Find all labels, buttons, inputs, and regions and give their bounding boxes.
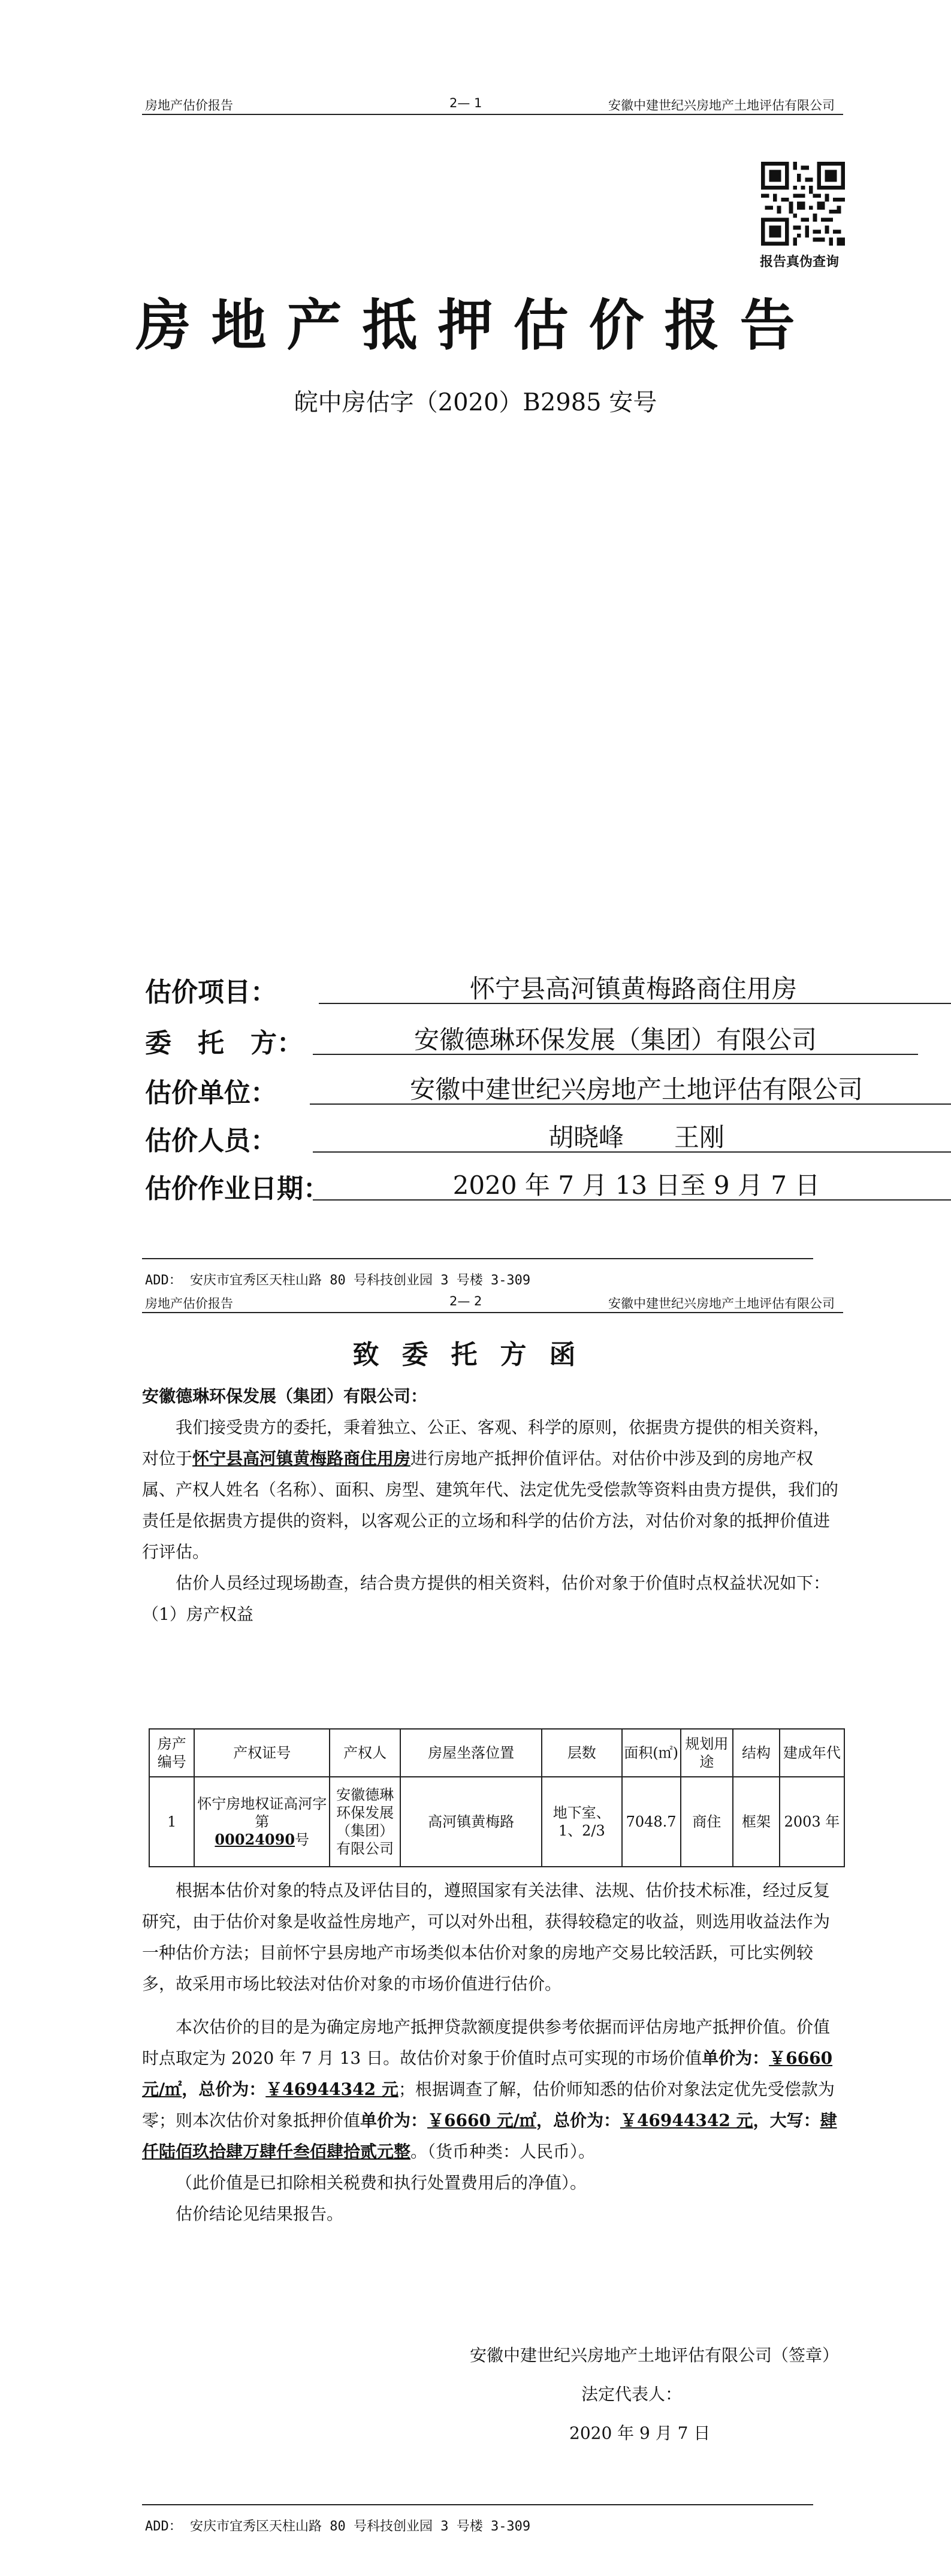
header-page-number: 2— 2 <box>449 1294 482 1308</box>
header-page-number: 2— 1 <box>449 96 482 110</box>
info-label: 估价作业日期： <box>145 1174 330 1204</box>
underline <box>319 1003 951 1004</box>
paragraph-5: （此价值是已扣除相关税费和执行处置费用后的净值）。 <box>176 2173 587 2193</box>
header-right: 安徽中建世纪兴房地产土地评估有限公司 <box>608 98 835 113</box>
th-owner: 产权人 <box>330 1729 400 1777</box>
addressee: 安徽德琳环保发展（集团）有限公司： <box>142 1386 428 1406</box>
footer-rule <box>142 1258 813 1259</box>
th-area: 面积(㎡) <box>622 1729 681 1777</box>
td-location: 高河镇黄梅路 <box>400 1777 542 1867</box>
info-value: 怀宁县高河镇黄梅路商住用房 <box>469 974 797 1003</box>
underline <box>310 1103 951 1105</box>
header-left: 房地产估价报告 <box>145 1296 233 1311</box>
th-use: 规划用途 <box>681 1729 733 1777</box>
info-value: 2020 年 7 月 13 日至 9 月 7 日 <box>452 1171 820 1200</box>
signature-company: 安徽中建世纪兴房地产土地评估有限公司（签章） <box>469 2345 839 2365</box>
td-area: 7048.7 <box>622 1777 681 1867</box>
signature-representative: 法定代表人： <box>581 2384 683 2404</box>
footer-address: ADD： 安庆市宜秀区天柱山路 80 号科技创业园 3 号楼 3-309 <box>145 2519 531 2534</box>
td-year: 2003 年 <box>780 1777 844 1867</box>
table-header-row <box>149 1729 844 1777</box>
paragraph-4: 本次估价的目的是为确定房地产抵押贷款额度提供参考依据而评估房地产抵押价值。价值时点取定为 2020 年 7 月 13 日。故估价对象于价值时点可实现的市场价值单价为：￥6660 元/㎡，总价为：￥46944342 元；根据调查了解，估价师知悉的估价对象法定优先受偿款为零；则本次估价对象抵押价值单价为：￥6660 元/㎡，总价为：￥46944342 元，大写：肆仟陆佰玖拾肆万肆仟叁佰肆拾贰元整。（货币种类：人民币）。 <box>142 2017 837 2161</box>
paragraph-6: 估价结论见结果报告。 <box>176 2204 344 2224</box>
header-left: 房地产估价报告 <box>145 98 233 113</box>
qr-code-icon <box>761 162 845 246</box>
qr-caption: 报告真伪查询 <box>760 255 840 270</box>
paragraph-2: 估价人员经过现场勘查，结合贵方提供的相关资料，估价对象于价值时点权益状况如下： <box>176 1573 831 1593</box>
header-rule <box>142 1312 843 1313</box>
property-rights-table <box>149 1728 845 1867</box>
info-value: 安徽德琳环保发展（集团）有限公司 <box>413 1025 817 1054</box>
info-label: 估价人员： <box>145 1126 277 1156</box>
header-right: 安徽中建世纪兴房地产土地评估有限公司 <box>608 1296 835 1311</box>
th-structure: 结构 <box>733 1729 780 1777</box>
info-label: 委 托 方： <box>145 1028 303 1059</box>
td-cert: 怀宁房地权证高河字第 00024090号 <box>194 1777 329 1867</box>
signature-date: 2020 年 9 月 7 日 <box>569 2423 711 2443</box>
underline <box>313 1054 918 1055</box>
th-location: 房屋坐落位置 <box>400 1729 542 1777</box>
table-caption: （1）房产权益 <box>142 1604 253 1624</box>
footer-rule <box>142 2504 813 2505</box>
letter-body-continued <box>142 1875 843 2230</box>
underline <box>313 1199 951 1201</box>
td-use: 商住 <box>681 1777 733 1867</box>
td-structure: 框架 <box>733 1777 780 1867</box>
footer-address: ADD： 安庆市宜秀区天柱山路 80 号科技创业园 3 号楼 3-309 <box>145 1273 531 1288</box>
table-row <box>149 1777 844 1867</box>
th-no: 房产编号 <box>149 1729 194 1777</box>
th-floors: 层数 <box>542 1729 622 1777</box>
header-rule <box>142 114 843 115</box>
td-floors: 地下室、1、2/3 <box>542 1777 622 1867</box>
th-year: 建成年代 <box>780 1729 844 1777</box>
td-no: 1 <box>149 1777 194 1867</box>
info-label: 估价单位： <box>145 1078 277 1108</box>
letter-body <box>142 1381 843 1630</box>
report-title: 房地产抵押估价报告 <box>135 294 816 358</box>
paragraph-3: 根据本估价对象的特点及评估目的，遵照国家有关法律、法规、估价技术标准，经过反复研究，由于估价对象是收益性房地产，可以对外出租，获得较稳定的收益，则选用收益法作为一种估价方法；目前怀宁县房地产市场类似本估价对象的房地产交易比较活跃，可比实例较多，故采用市场比较法对估价对象的市场价值进行估价。 <box>142 1880 831 1994</box>
th-cert: 产权证号 <box>194 1729 329 1777</box>
underline <box>313 1151 951 1153</box>
paragraph-1: 我们接受贵方的委托，秉着独立、公正、客观、科学的原则，依据贵方提供的相关资料，对位于怀宁县高河镇黄梅路商住用房进行房地产抵押价值评估。对估价中涉及到的房地产权属、产权人姓名（名称）、面积、房型、建筑年代、法定优先受偿款等资料由贵方提供，我们的责任是依据贵方提供的资料，以客观公正的立场和科学的估价方法，对估价对象的抵押价值进行评估。 <box>142 1417 839 1562</box>
info-value: 胡晓峰 王刚 <box>548 1123 724 1152</box>
letter-title: 致委托方函 <box>352 1340 599 1370</box>
td-owner: 安徽德琳环保发展（集团）有限公司 <box>330 1777 400 1867</box>
info-label: 估价项目： <box>145 977 277 1008</box>
info-value: 安徽中建世纪兴房地产土地评估有限公司 <box>409 1075 863 1104</box>
report-code: 皖中房估字（2020）B2985 安号 <box>294 389 657 416</box>
